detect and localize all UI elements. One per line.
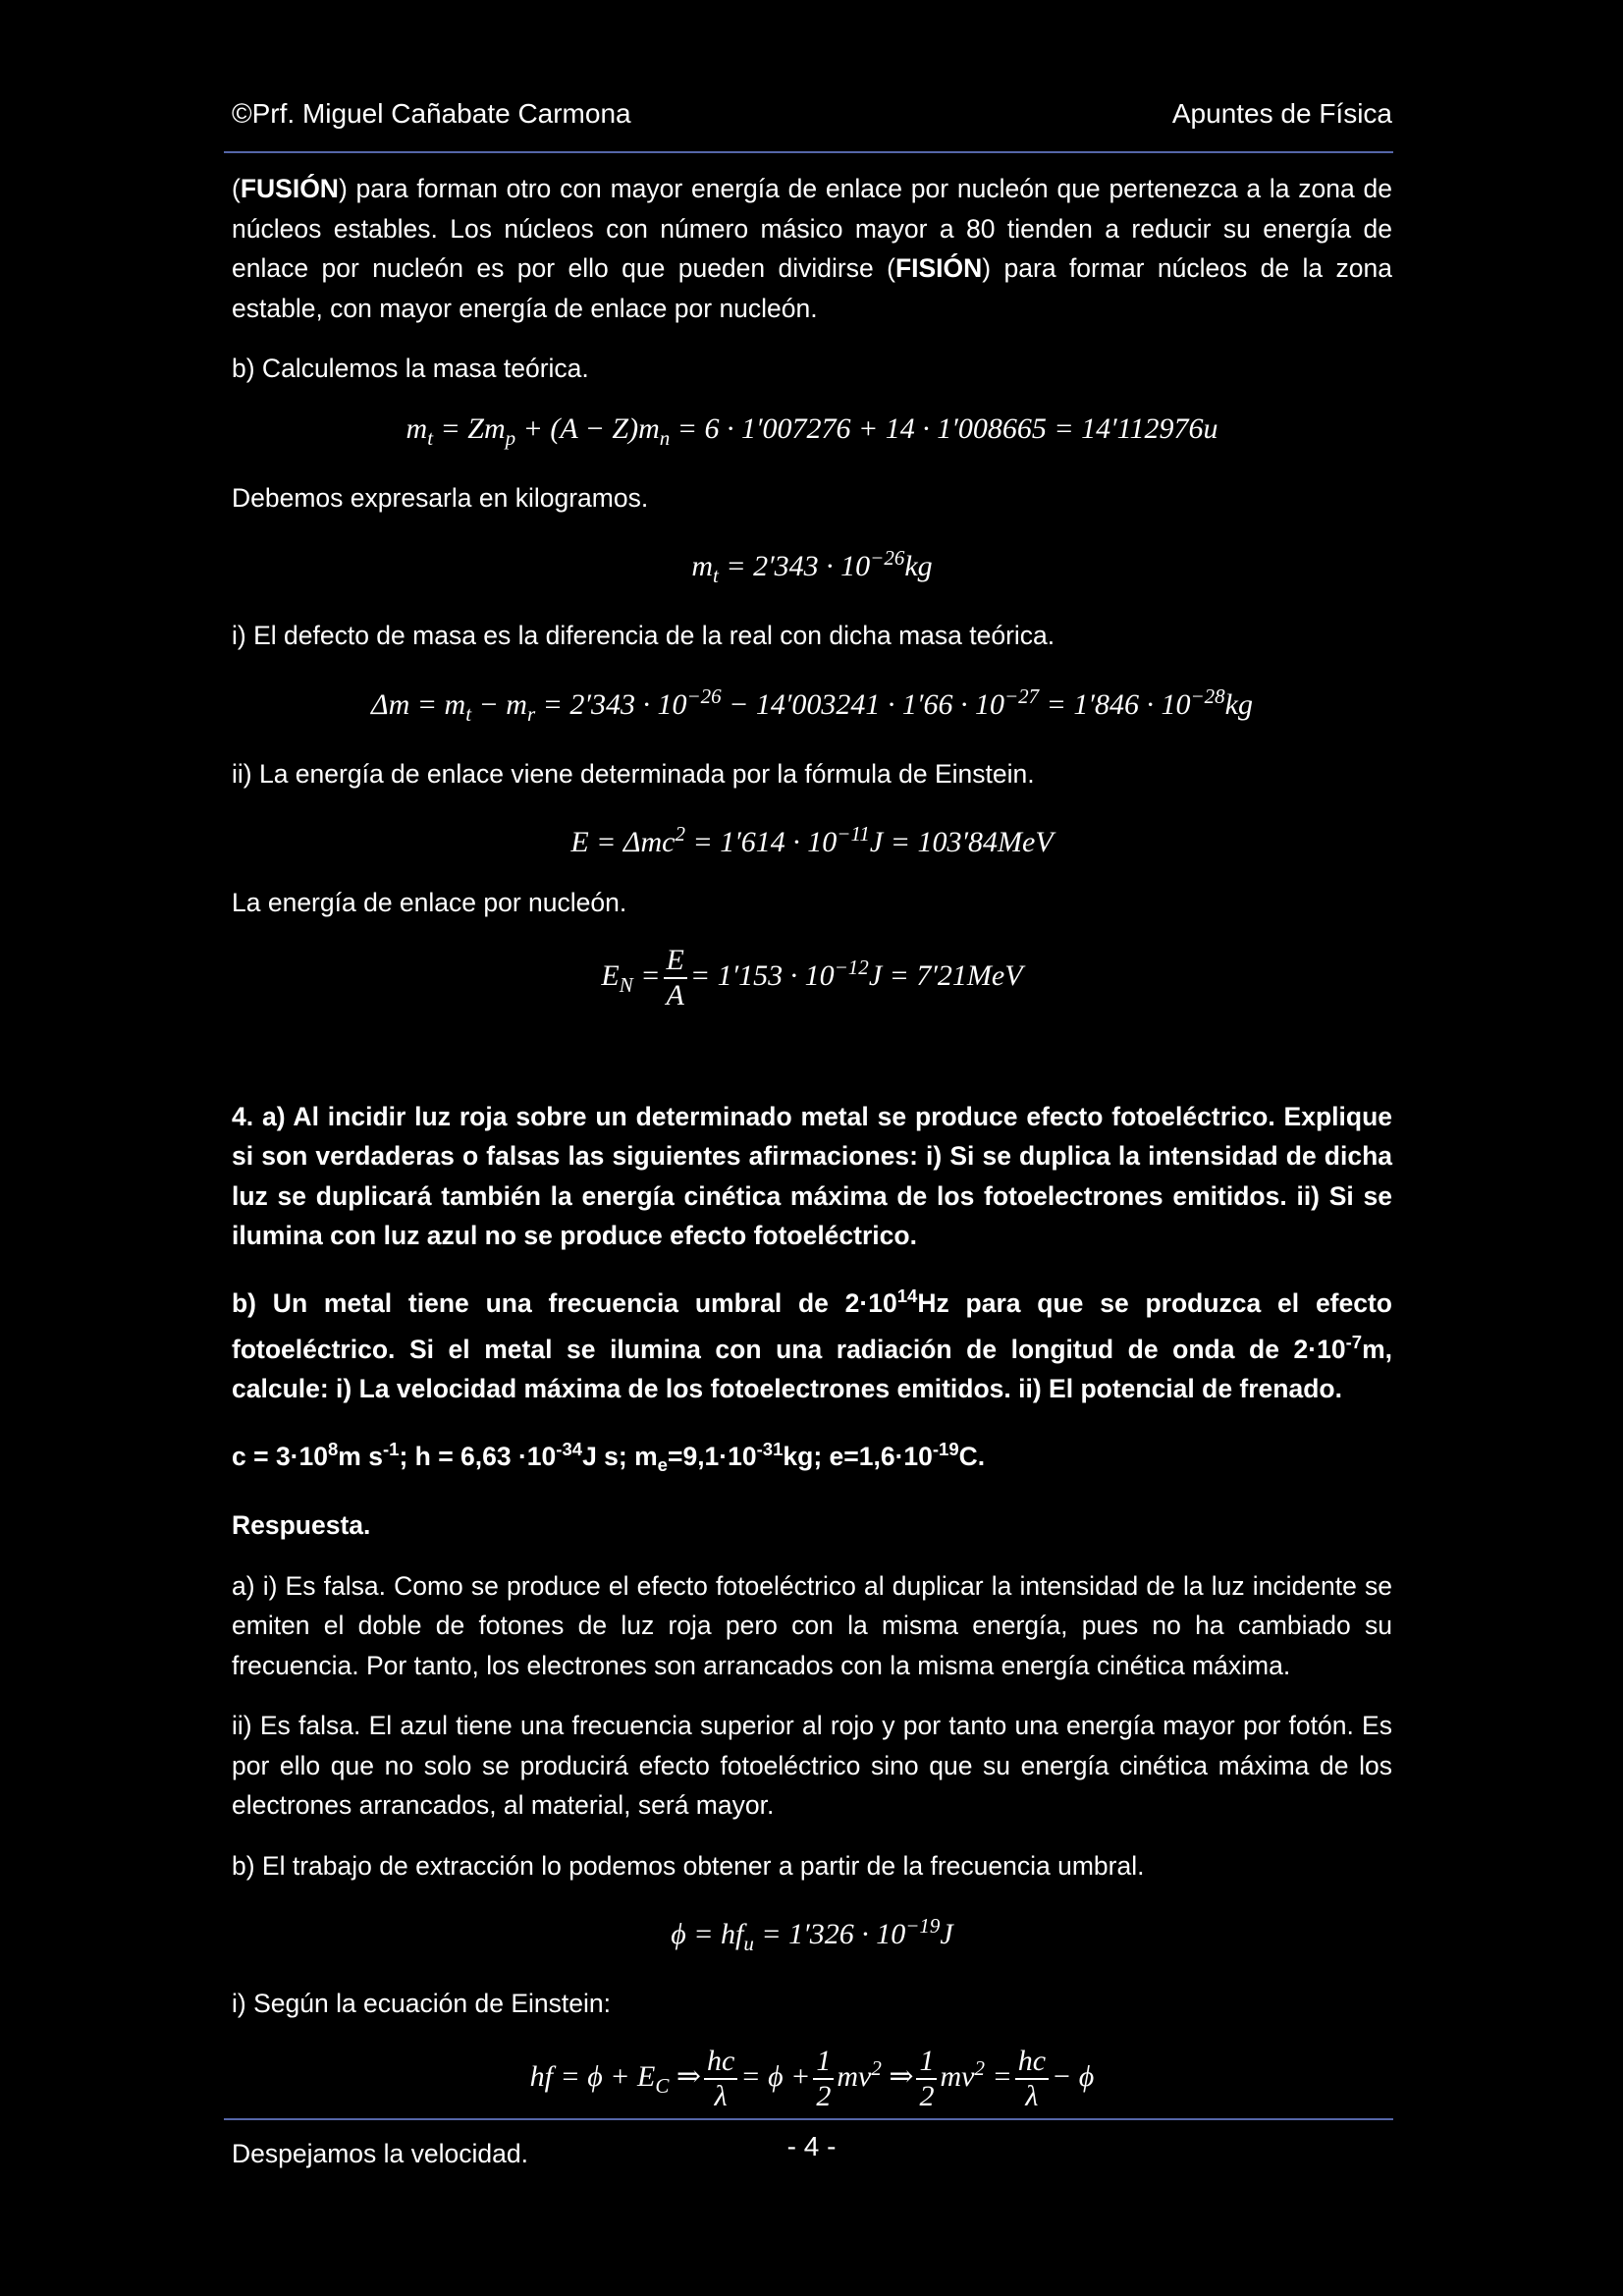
answer-ii: ii) Es falsa. El azul tiene una frecuencia superior al rojo y por tanto una energía mayor por fotón. Es por ello que no solo se producirá efecto fotoeléctrico sino que su energía cinética máxima de los electrones arrancados, al material, será mayor.: [232, 1711, 1392, 1821]
paragraph-mass-defect: i) El defecto de masa es la diferencia de la real con dicha masa teórica.: [232, 621, 1055, 650]
header-subject: Apuntes de Física: [1171, 98, 1392, 129]
paragraph-energy-per-nucleon: La energía de enlace por nucleón.: [232, 888, 627, 917]
paragraph-binding-energy: ii) La energía de enlace viene determinada por la fórmula de Einstein.: [232, 758, 1035, 789]
question-4a: 4. a) Al incidir luz roja sobre un determinado metal se produce efecto fotoeléctrico. Explique si son verdaderas o falsas las siguientes afirmaciones: i) Si se duplica la intensidad de dicha luz se duplicará también la energía cinética máxima de los fotoelectrones emitidos. ii) Si se ilumina con luz azul no se produce efecto fotoeléctrico.: [232, 1101, 1392, 1250]
page-content: [232, 169, 1392, 2194]
equation-theoretical-mass: $m_t = Zm_p + (A - Z)m_n = 6 \cdot 1'007276 + 14 \cdot 1'008665 = 14'112976u$: [406, 411, 1218, 450]
equation-energy-per-nucleon: $E_N$ = $\frac{E}{A}$ = $1'153 \cdot 10^{-12}J = 7'21MeV$: [601, 943, 1023, 1011]
fraction: $\frac{hc}{\lambda}$: [1015, 2045, 1049, 2113]
paragraph-b: b) Calculemos la masa teórica.: [232, 354, 589, 383]
question-4b: b) Un metal tiene una frecuencia umbral de $2\cdot 10^{14}Hz$ para que se produzca el efecto fotoeléctrico. Si el metal se ilumina con una radiación de longitud de onda de $2\cdot 10^{-7}m$, calcule: i) La velocidad máxima de los fotoelectrones emitidos. ii) El potencial de frenado.: [232, 1285, 1392, 1404]
fraction: $\frac{1}{2}$: [813, 2045, 834, 2113]
fraction: $\frac{E}{A}$: [664, 944, 687, 1012]
constants-line: $c = 3\cdot 10^8m$ $s^{-1}$; $h = 6,63 \cdot 10^{-34}J$ s; $m_e=9,1\cdot 10^{-31}kg$; $e=1,6\cdot 10^{-19}C$.: [232, 1438, 986, 1475]
answer-i: i) Según la ecuación de Einstein:: [232, 1989, 611, 2019]
header-author: ©Prf. Miguel Cañabate Carmona: [232, 98, 631, 129]
equation-binding-energy: $E = \Delta mc^2 = 1'614 \cdot 10^{-11}J = 103'84MeV$: [570, 822, 1054, 858]
answer-b: b) El trabajo de extracción lo podemos obtener a partir de la frecuencia umbral.: [232, 1850, 1145, 1881]
paragraph-clear-velocity: Despejamos la velocidad.: [232, 2138, 528, 2168]
answer-heading: Respuesta.: [232, 1510, 371, 1541]
equation-work-function: $\phi = hf_u = 1'326 \cdot 10^{-19}J$: [671, 1914, 953, 1956]
equation-einstein: hf = $\phi + E_C$ ⇒ $\frac{hc}{\lambda}$ = ϕ + $\frac{1}{2}$ $mv^2$ ⇒ $\frac{1}{2}$ $mv^2$ = $\frac{hc}{\lambda}$ − ϕ: [529, 2044, 1095, 2112]
page-number: - 4 -: [786, 2131, 837, 2161]
fraction: $\frac{hc}{\lambda}$: [704, 2045, 737, 2113]
answer-a: a) i) Es falsa. Como se produce el efecto fotoeléctrico al duplicar la intensidad de la luz incidente se emiten el doble de fotones de luz roja pero con la misma energía, pues no ha cambiado su frecuencia. Por tanto, los electrones son arrancados con la misma energía cinética máxima.: [232, 1570, 1392, 1680]
page-header: [232, 94, 1392, 134]
equation-mass-kg: $m_t = 2'343 \cdot 10^{-26}kg$: [691, 546, 933, 587]
header-rule: [224, 151, 1393, 153]
footer-rule: [224, 2118, 1393, 2120]
equation-mass-defect: $\Delta m = m_t - m_r = 2'343 \cdot 10^{-26} - 14'003241 \cdot 1'66 \cdot 10^{-27} = 1'846 \cdot 10^{-28}kg$: [371, 683, 1253, 726]
intro-paragraph: (FUSIÓN) para forman otro con mayor energía de enlace por nucleón que pertenezca a la zona de núcleos estables. Los núcleos con número másico mayor a 80 tienden a reducir su energía de enlace por nucleón es por ello que pueden dividirse (FISIÓN) para formar núcleos de la zona estable, con mayor energía de enlace por nucleón.: [232, 174, 1392, 323]
paragraph-kg: Debemos expresarla en kilogramos.: [232, 482, 649, 513]
fraction: $\frac{1}{2}$: [916, 2045, 937, 2113]
